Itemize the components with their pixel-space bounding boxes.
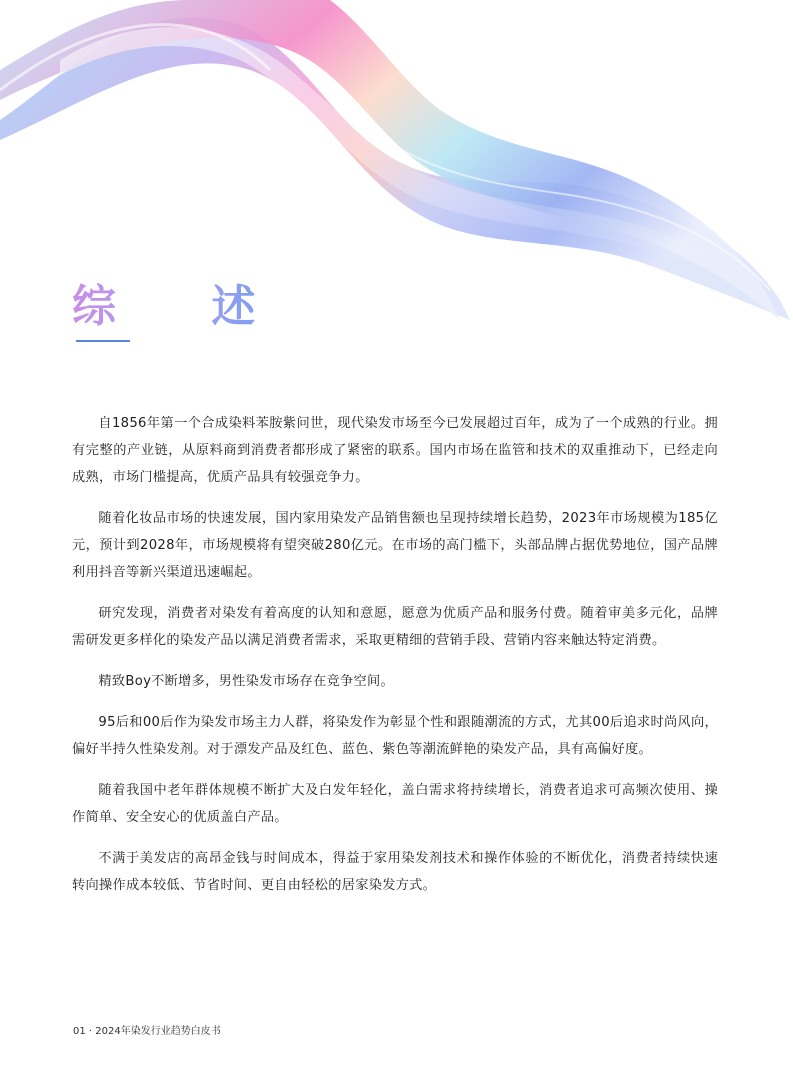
title-underline	[76, 340, 130, 342]
paragraph: 95后和00后作为染发市场主力人群，将染发作为彰显个性和跟随潮流的方式，尤其00后追求时尚风向，偏好半持久性染发剂。对于漂发产品及红色、蓝色、紫色等潮流鲜艳的染发产品，具有高偏好度。	[72, 715, 718, 757]
paragraph: 自1856年第一个合成染料苯胺紫问世，现代染发市场至今已发展超过百年，成为了一个成熟的行业。拥有完整的产业链，从原料商到消费者都形成了紧密的联系。国内市场在监管和技术的双重推动下，已经走向成熟，市场门槛提高，优质产品具有较强竞争力。	[72, 416, 718, 485]
paragraph: 研究发现，消费者对染发有着高度的认知和意愿，愿意为优质产品和服务付费。随着审美多元化，品牌需研发更多样化的染发产品以满足消费者需求，采取更精细的营销手段、营销内容来触达特定消费。	[72, 606, 718, 648]
body-text	[72, 410, 718, 913]
page-footer: 01 · 2024年染发行业趋势白皮书	[73, 1026, 221, 1037]
paragraph: 不满于美发店的高昂金钱与时间成本，得益于家用染发剂技术和操作体验的不断优化，消费者持续快速转向操作成本较低、节省时间、更自由轻松的居家染发方式。	[72, 851, 718, 893]
paragraph: 随着我国中老年群体规模不断扩大及白发年轻化，盖白需求将持续增长，消费者追求可高频次使用、操作简单、安全安心的优质盖白产品。	[72, 783, 718, 825]
paragraph: 随着化妆品市场的快速发展，国内家用染发产品销售额也呈现持续增长趋势，2023年市场规模为185亿元，预计到2028年，市场规模将有望突破280亿元。在市场的高门槛下，头部品牌占据优势地位，国产品牌利用抖音等新兴渠道迅速崛起。	[72, 511, 718, 580]
paragraph: 精致Boy不断增多，男性染发市场存在竞争空间。	[98, 674, 394, 689]
page-title: 综 述	[72, 270, 295, 334]
